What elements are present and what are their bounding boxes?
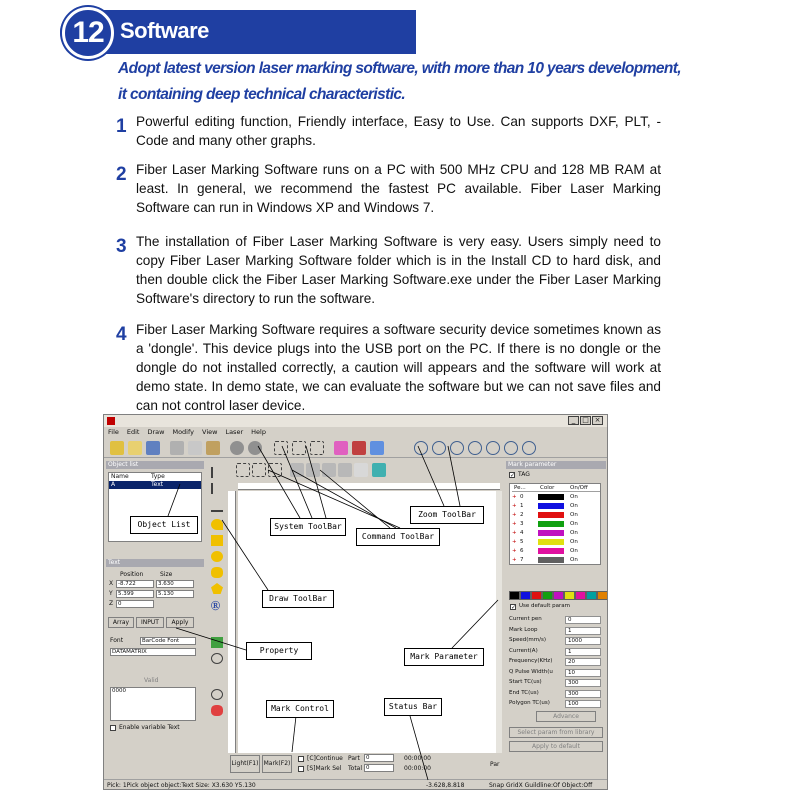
lock-all-icon[interactable] (322, 463, 336, 477)
input-button[interactable]: INPUT (136, 617, 164, 628)
object-row-selected[interactable]: A Text (109, 481, 201, 489)
status-right-text: Snap GridX Guildline:Of Object:Off (489, 782, 593, 789)
point-text: Powerful editing function, Friendly interface, Easy to Use. Can supports DXF, PLT, -Code and many other graphs. (136, 114, 661, 148)
menu-view[interactable]: View (202, 428, 218, 436)
param-value-field[interactable]: 1000 (565, 637, 601, 645)
line-icon[interactable] (211, 501, 223, 512)
object-list-title: Object list (106, 461, 204, 469)
param-label: End TC(us) (509, 689, 539, 696)
col-type-header: Type (151, 473, 165, 480)
zoom-icon[interactable] (414, 441, 428, 455)
text-property-panel (106, 559, 204, 779)
pen-color-swatch (538, 521, 564, 527)
invert-icon[interactable] (354, 463, 368, 477)
pen-number: 4 (520, 530, 524, 536)
pen-row[interactable] (512, 538, 600, 546)
param-value-field[interactable]: 1 (565, 627, 601, 635)
pen-color-swatch (538, 494, 564, 500)
size-label: Size (160, 571, 173, 578)
rectangle-icon[interactable] (211, 535, 223, 546)
vertical-ruler (228, 491, 236, 753)
undo-icon[interactable] (230, 441, 244, 455)
new-file-icon[interactable] (110, 441, 124, 455)
status-coords: -3.628,8.818 (426, 782, 465, 789)
pen-state: On (570, 530, 578, 536)
param-label: Polygon TC(us) (509, 700, 550, 706)
total-time: 00:00:00 (404, 765, 431, 772)
param-label: Mark Loop (509, 626, 538, 633)
paste-icon[interactable] (206, 441, 220, 455)
param-label: Speed(mm/s) (509, 637, 546, 643)
pen-color-swatch (538, 548, 564, 554)
advance-button[interactable]: Advance (536, 711, 596, 722)
horizontal-ruler (238, 483, 500, 490)
guide-icon[interactable] (310, 441, 324, 455)
pen-add-icon: + (512, 494, 517, 500)
param-label: Current pen (509, 616, 542, 622)
pen-list (509, 483, 601, 565)
callout-mark-parameter: Mark Parameter (404, 648, 484, 666)
copy-icon[interactable] (188, 441, 202, 455)
mark-sel-label: [S]Mark Sel (307, 765, 342, 772)
param-value-field[interactable]: 10 (565, 669, 601, 677)
y-size-field[interactable]: 5.130 (156, 590, 194, 598)
callout-command-toolbar: Command ToolBar (356, 528, 440, 546)
pen-state: On (570, 548, 578, 554)
software-window (103, 414, 608, 790)
zoom-out-icon[interactable] (450, 441, 464, 455)
y-position-field[interactable]: 5.399 (116, 590, 154, 598)
polygon-icon[interactable] (211, 583, 223, 594)
enable-variable-checkbox[interactable] (110, 725, 116, 731)
menu-laser[interactable]: Laser (225, 428, 244, 436)
pen-row[interactable] (512, 511, 600, 519)
pen-number: 5 (520, 539, 524, 545)
pen-add-icon: + (512, 557, 517, 563)
palette-color-swatch[interactable] (520, 591, 531, 600)
param-label: Start TC(us) (509, 679, 542, 685)
x-position-field[interactable]: -8.722 (116, 580, 154, 588)
cut-icon[interactable] (170, 441, 184, 455)
font-label: Font (110, 637, 124, 644)
use-default-checkbox[interactable]: ✓ (511, 604, 517, 611)
callout-mark-control: Mark Control (266, 700, 334, 718)
param-row (509, 615, 601, 624)
zoom-page-icon[interactable] (522, 441, 536, 455)
maximize-button[interactable]: □ (580, 416, 591, 425)
param-row (509, 668, 601, 677)
mark-sel-checkbox[interactable] (298, 766, 304, 772)
pen-number: 1 (520, 503, 524, 509)
apply-to-default-button[interactable]: Apply to default (509, 741, 603, 752)
param-row (509, 657, 601, 666)
point-number: 1 (116, 116, 127, 137)
light-button[interactable]: Light(F1) (230, 755, 260, 773)
param-label: Frequency(KHz) (509, 658, 553, 664)
point-number: 4 (116, 324, 127, 345)
status-left-text: Pick: 1Pick object object:Text Size: X3.630 Y5.130 (107, 782, 256, 789)
circle-icon[interactable] (211, 551, 223, 562)
callout-object-list: Object List (130, 516, 198, 534)
mark-panel-title: Mark parameter (506, 461, 606, 469)
tag-checkbox[interactable]: ✓ (510, 472, 516, 479)
callout-property: Property (246, 642, 312, 660)
total-field[interactable]: 0 (364, 764, 394, 772)
palette-color-swatch[interactable] (531, 591, 542, 600)
pen-number: 3 (520, 521, 524, 527)
close-button[interactable]: × (592, 416, 603, 425)
param-row (509, 699, 601, 708)
bitmap-icon[interactable] (211, 637, 223, 648)
text-tool-icon[interactable]: Ⓡ (211, 602, 221, 612)
mark-parameter-panel (506, 461, 606, 761)
pen-add-icon: + (512, 521, 517, 527)
x-size-field[interactable]: 3.630 (156, 580, 194, 588)
continue-checkbox[interactable] (298, 756, 304, 762)
pen-state: On (570, 503, 578, 509)
x-label: X (109, 580, 114, 587)
param-value-field[interactable]: 1 (565, 648, 601, 656)
node-edit-icon[interactable] (292, 441, 306, 455)
node-pointer-icon[interactable] (211, 483, 223, 494)
palette-color-swatch[interactable] (564, 591, 575, 600)
draw-toolbar (210, 461, 224, 741)
col-onoff: On/Off (570, 485, 588, 491)
pen-state: On (570, 557, 578, 563)
text-panel-title: Text (106, 559, 204, 567)
pen-add-icon: + (512, 539, 517, 545)
cross-icon[interactable] (372, 463, 386, 477)
system-toolbar (104, 438, 607, 458)
ungroup-icon[interactable] (268, 463, 282, 477)
use-default-label: Use default param (519, 603, 570, 609)
app-logo-icon (107, 417, 115, 425)
param-value-field[interactable]: 20 (565, 658, 601, 666)
status-bar (104, 779, 607, 790)
pen-number: 7 (520, 557, 524, 563)
param-label: Q Pulse Width(u (509, 668, 553, 675)
palette-color-swatch[interactable] (509, 591, 520, 600)
param-row (509, 689, 601, 698)
pen-row[interactable] (512, 493, 600, 501)
param-label: Par (490, 761, 500, 768)
param-value-field[interactable]: 300 (565, 690, 601, 698)
pen-list-header (512, 484, 600, 492)
param-row (509, 678, 601, 687)
curve-icon[interactable] (211, 519, 223, 530)
pen-add-icon: + (512, 512, 517, 518)
subtitle-line-2: it containing deep technical characteristic. (118, 86, 406, 103)
palette-color-swatch[interactable] (553, 591, 564, 600)
section-title: Software (120, 18, 209, 43)
barcode-type-select[interactable]: DATAMATRIX (110, 648, 196, 656)
part-field[interactable]: 0 (364, 754, 394, 762)
pen-color-swatch (538, 503, 564, 509)
continue-label: [C]Continue (307, 755, 343, 762)
calculator-icon[interactable] (370, 441, 384, 455)
zoom-fit-icon[interactable] (468, 441, 482, 455)
pen-color-swatch (538, 539, 564, 545)
vector-icon[interactable] (211, 653, 223, 664)
window-titlebar (104, 415, 607, 427)
pen-row[interactable] (512, 502, 600, 510)
point-text: Fiber Laser Marking Software runs on a PC with 500 MHz CPU and 128 MB RAM at least. In general, we recommend the fastest PC available. Fiber Laser Marking Software can run in Windows XP and Windows 7. (136, 162, 661, 215)
menu-edit[interactable]: Edit (126, 428, 140, 436)
pointer-icon[interactable] (211, 467, 223, 478)
save-file-icon[interactable] (146, 441, 160, 455)
section-number: 12 (62, 7, 114, 59)
menu-bar (104, 427, 607, 438)
text-content-field[interactable]: 0000 (110, 687, 196, 721)
col-name-header: Name (111, 473, 129, 480)
z-label: Z (109, 600, 114, 607)
callout-zoom-toolbar: Zoom ToolBar (410, 506, 484, 524)
window-controls (568, 416, 603, 425)
array-button[interactable]: Array (108, 617, 134, 628)
pen-add-icon: + (512, 548, 517, 554)
font-select[interactable]: BarCode Font (140, 637, 196, 645)
input-port-icon[interactable] (211, 705, 223, 716)
mark-button[interactable]: Mark(F2) (262, 755, 292, 773)
open-file-icon[interactable] (128, 441, 142, 455)
mark-control-bar (228, 751, 608, 775)
point-text: The installation of Fiber Laser Marking Software is very easy. Users simply need to copy Fiber Laser Marking Software folder which is in the Install CD to hard disk, and then double click the Fiber Laser Marking Software.exe under the Fiber Laser Marking Software's directory to run the software. (136, 234, 661, 306)
canvas-scrollbar[interactable] (496, 491, 502, 753)
group-icon[interactable] (252, 463, 266, 477)
menu-draw[interactable]: Draw (147, 428, 165, 436)
callout-status-bar: Status Bar (384, 698, 442, 716)
pen-add-icon: + (512, 530, 517, 536)
unlock-icon[interactable] (306, 463, 320, 477)
select-param-library-button[interactable]: Select param from library (509, 727, 603, 738)
align-icon[interactable] (236, 463, 250, 477)
pen-row[interactable] (512, 556, 600, 564)
palette-color-swatch[interactable] (542, 591, 553, 600)
color-palette (509, 591, 608, 600)
apply-button[interactable]: Apply (166, 617, 194, 628)
param-row (509, 626, 601, 635)
menu-file[interactable]: File (108, 428, 119, 436)
pen-state: On (570, 494, 578, 500)
minimize-button[interactable]: _ (568, 416, 579, 425)
pen-number: 6 (520, 548, 524, 554)
pen-color-swatch (538, 512, 564, 518)
param-value-field[interactable]: 0 (565, 616, 601, 624)
elapsed-time: 00:00:00 (404, 755, 431, 762)
point-text: Fiber Laser Marking Software requires a software security device sometimes known as a 'dongle'. This device plugs into the USB port on the PC. If there is no dongle or the dongle do not installed correctly, a caution will appears and the software will work at demo state. In demo state, we can evaluate the software but we can not save files and can not control laser device. (136, 322, 661, 413)
col-color: Color (540, 485, 555, 491)
object-list-panel (106, 461, 204, 569)
col-pen: Pe... (514, 485, 526, 491)
pen-add-icon: + (512, 503, 517, 509)
pen-number: 2 (520, 512, 524, 518)
total-label: Total (348, 765, 363, 772)
param-value-field[interactable]: 100 (565, 700, 601, 708)
z-position-field[interactable]: 0 (116, 600, 154, 608)
part-label: Part (348, 755, 360, 762)
palette-color-swatch[interactable] (586, 591, 597, 600)
zoom-all-icon[interactable] (486, 441, 500, 455)
zoom-in-icon[interactable] (432, 441, 446, 455)
callout-draw-toolbar: Draw ToolBar (262, 590, 334, 608)
tag-label: TAG (518, 471, 530, 478)
param-row (509, 647, 601, 656)
pen-row[interactable] (512, 529, 600, 537)
pen-color-swatch (538, 557, 564, 563)
ellipse-icon[interactable] (211, 567, 223, 578)
palette-color-swatch[interactable] (597, 591, 608, 600)
timer-icon[interactable] (211, 689, 223, 700)
pen-row[interactable] (512, 520, 600, 528)
pen-state: On (570, 539, 578, 545)
lock-icon[interactable] (290, 463, 304, 477)
hatch-icon[interactable] (334, 441, 348, 455)
param-value-field[interactable]: 300 (565, 679, 601, 687)
select-grid-icon[interactable] (274, 441, 288, 455)
point-number: 2 (116, 164, 127, 185)
position-label: Position (120, 571, 144, 578)
pen-color-swatch (538, 530, 564, 536)
subtitle-line-1: Adopt latest version laser marking software, with more than 10 years development, (118, 60, 681, 77)
pen-state: On (570, 512, 578, 518)
param-row (509, 636, 601, 645)
pen-state: On (570, 521, 578, 527)
enable-variable-label: Enable variable Text (119, 724, 180, 731)
param-label: Current(A) (509, 647, 538, 654)
pen-number: 0 (520, 494, 524, 500)
point-number: 3 (116, 236, 127, 257)
pen-row[interactable] (512, 547, 600, 555)
valid-label: Valid (144, 677, 159, 684)
palette-color-swatch[interactable] (575, 591, 586, 600)
zoom-select-icon[interactable] (504, 441, 518, 455)
unlock-all-icon[interactable] (338, 463, 352, 477)
callout-system-toolbar: System ToolBar (270, 518, 346, 536)
tools-icon[interactable] (352, 441, 366, 455)
menu-help[interactable]: Help (251, 428, 266, 436)
y-label: Y (109, 590, 113, 597)
redo-icon[interactable] (248, 441, 262, 455)
menu-modify[interactable]: Modify (172, 428, 195, 436)
